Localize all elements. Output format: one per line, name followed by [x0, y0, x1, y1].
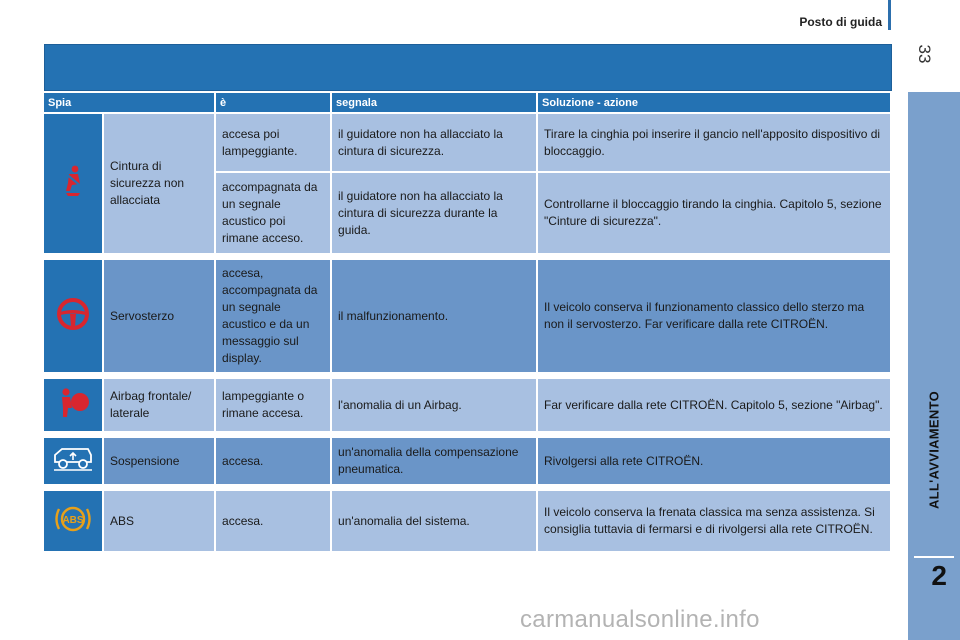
spia-name: ABS [104, 491, 214, 551]
spia-icon-cell [44, 114, 102, 253]
solution-cell: Tirare la cinghia poi inserire il gancio nell'apposito dispositivo di bloccaggio. [538, 114, 890, 171]
solution-cell: Rivolgersi alla rete CITROËN. [538, 438, 890, 484]
suspension-icon [52, 446, 94, 477]
page-header-title: Posto di guida [799, 15, 882, 29]
signals-cell: un'anomalia della compensazione pneumatica. [332, 438, 536, 484]
warning-lights-table [44, 44, 892, 553]
table-row [44, 260, 890, 372]
table-banner [44, 44, 892, 91]
chapter-number: 2 [931, 560, 947, 591]
power-steering-icon [55, 296, 91, 337]
chapter-divider [914, 556, 954, 558]
spia-icon-cell [44, 491, 102, 551]
column-header-signals: segnala [332, 93, 536, 112]
signals-cell: il guidatore non ha allacciato la cintura di sicurezza durante la guida. [332, 173, 536, 253]
solution-cell: Il veicolo conserva la frenata classica ma senza assistenza. Si consiglia tuttavia di fermarsi e di rivolgersi alla rete CITROËN. [538, 491, 890, 551]
state-cell: lampeggiante o rimane accesa. [216, 379, 330, 431]
solution-cell: Il veicolo conserva il funzionamento classico dello sterzo ma non il servosterzo. Far verificare dalla rete CITROËN. [538, 260, 890, 372]
column-header-state: è [216, 93, 330, 112]
table-row [44, 379, 890, 431]
seatbelt-warning-icon [56, 164, 90, 203]
solution-cell: Controllarne il bloccaggio tirando la cinghia. Capitolo 5, sezione "Cinture di sicurezza". [538, 173, 890, 253]
signals-cell: il malfunzionamento. [332, 260, 536, 372]
table-row [44, 114, 890, 171]
page-number: 33 [915, 44, 934, 64]
spia-name: Servosterzo [104, 260, 214, 372]
state-cell: accesa. [216, 438, 330, 484]
state-cell: accesa. [216, 491, 330, 551]
signals-cell: un'anomalia del sistema. [332, 491, 536, 551]
table-row [44, 491, 890, 551]
chapter-label: ALL'AVVIAMENTO [926, 390, 942, 510]
spia-name: Sospensione [104, 438, 214, 484]
spia-name: Airbag frontale/ laterale [104, 379, 214, 431]
warning-table [42, 91, 892, 553]
spia-name: Cintura di sicurezza non allacciata [104, 114, 214, 253]
column-header-spia: Spia [44, 93, 214, 112]
table-row [44, 438, 890, 484]
column-header-solution: Soluzione - azione [538, 93, 890, 112]
signals-cell: l'anomalia di un Airbag. [332, 379, 536, 431]
airbag-icon [55, 386, 91, 425]
abs-icon [53, 502, 93, 541]
state-cell: accesa, accompagnata da un segnale acustico e da un messaggio sul display. [216, 260, 330, 372]
state-cell: accompagnata da un segnale acustico poi rimane acceso. [216, 173, 330, 253]
header-rule [888, 0, 891, 30]
spia-icon-cell [44, 379, 102, 431]
watermark: carmanualsonline.info [520, 606, 760, 633]
svg-text:ABS: ABS [62, 514, 84, 526]
table-header-row [44, 93, 890, 112]
solution-cell: Far verificare dalla rete CITROËN. Capitolo 5, sezione "Airbag". [538, 379, 890, 431]
spia-icon-cell [44, 260, 102, 372]
state-cell: accesa poi lampeggiante. [216, 114, 330, 171]
spia-icon-cell [44, 438, 102, 484]
signals-cell: il guidatore non ha allacciato la cintura di sicurezza. [332, 114, 536, 171]
